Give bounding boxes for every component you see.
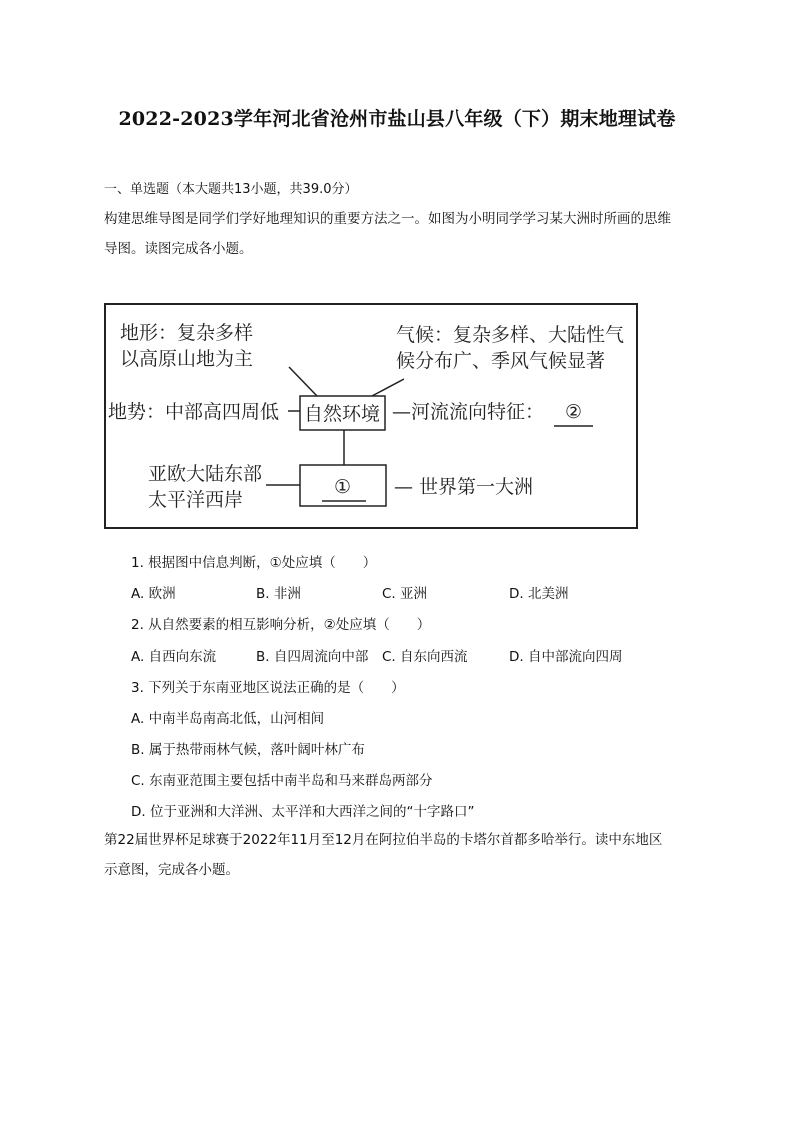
climate-line-2: 候分布广、季风气候显著 [396, 350, 606, 372]
river-label: —河流流向特征： [392, 401, 545, 423]
location-line-2: 太平洋西岸 [148, 489, 244, 511]
climate-line-1: 气候：复杂多样、大陆性气 [396, 324, 625, 346]
outro-paragraph [104, 825, 696, 885]
mark-2: ② [565, 401, 583, 423]
largest-continent-label: — 世界第一大洲 [394, 476, 534, 498]
question-1-option-b[interactable]: B. 非洲 [256, 586, 301, 602]
question-1-option-c[interactable]: C. 亚洲 [382, 586, 428, 602]
question-2-option-b[interactable]: B. 自四周流向中部 [256, 649, 369, 665]
question-2-stem: 2. 从自然要素的相互影响分析，②处应填（ ） [131, 617, 431, 633]
question-3-stem: 3. 下列关于东南亚地区说法正确的是（ ） [131, 680, 405, 696]
terrain-connector [289, 367, 317, 396]
question-2-option-c[interactable]: C. 自东向西流 [382, 649, 468, 665]
mark-1: ① [334, 476, 352, 498]
question-2-option-a[interactable]: A. 自西向东流 [131, 649, 217, 665]
slope-label: 地势：中部高四周低 [108, 401, 280, 423]
nature-label: 自然环境 [304, 403, 381, 425]
section-heading: 一、单选题（本大题共13小题，共39.0分） [104, 182, 358, 197]
outro-line-2: 示意图，完成各小题。 [104, 862, 239, 878]
question-1-option-d[interactable]: D. 北美洲 [509, 586, 569, 602]
question-2-option-d[interactable]: D. 自中部流向四周 [509, 649, 623, 665]
question-3-option-b[interactable]: B. 属于热带雨林气候，落叶阔叶林广布 [131, 742, 365, 758]
outro-line-1: 第22届世界杯足球赛于2022年11月至12月在阿拉伯半岛的卡塔尔首都多哈举行。读中东地区 [104, 832, 663, 848]
question-1-stem: 1. 根据图中信息判断，①处应填（ ） [131, 555, 377, 571]
terrain-line-2: 以高原山地为主 [120, 348, 254, 370]
question-1-option-a[interactable]: A. 欧洲 [131, 586, 176, 602]
question-3-option-c[interactable]: C. 东南亚范围主要包括中南半岛和马来群岛两部分 [131, 773, 433, 789]
intro-paragraph [104, 204, 696, 264]
page-title: 2022-2023学年河北省沧州市盐山县八年级（下）期末地理试卷 [118, 108, 676, 130]
mind-map-diagram [104, 303, 638, 529]
intro-line-2: 导图。读图完成各小题。 [104, 241, 253, 257]
question-3-option-a[interactable]: A. 中南半岛南高北低，山河相间 [131, 711, 325, 727]
terrain-line-1: 地形：复杂多样 [120, 322, 254, 344]
intro-line-1: 构建思维导图是同学们学好地理知识的重要方法之一。如图为小明同学学习某大洲时所画的思维 [104, 211, 671, 227]
location-line-1: 亚欧大陆东部 [148, 463, 263, 485]
climate-connector [372, 379, 404, 396]
question-3-option-d[interactable]: D. 位于亚洲和大洋洲、太平洋和大西洋之间的“十字路口” [131, 804, 475, 820]
